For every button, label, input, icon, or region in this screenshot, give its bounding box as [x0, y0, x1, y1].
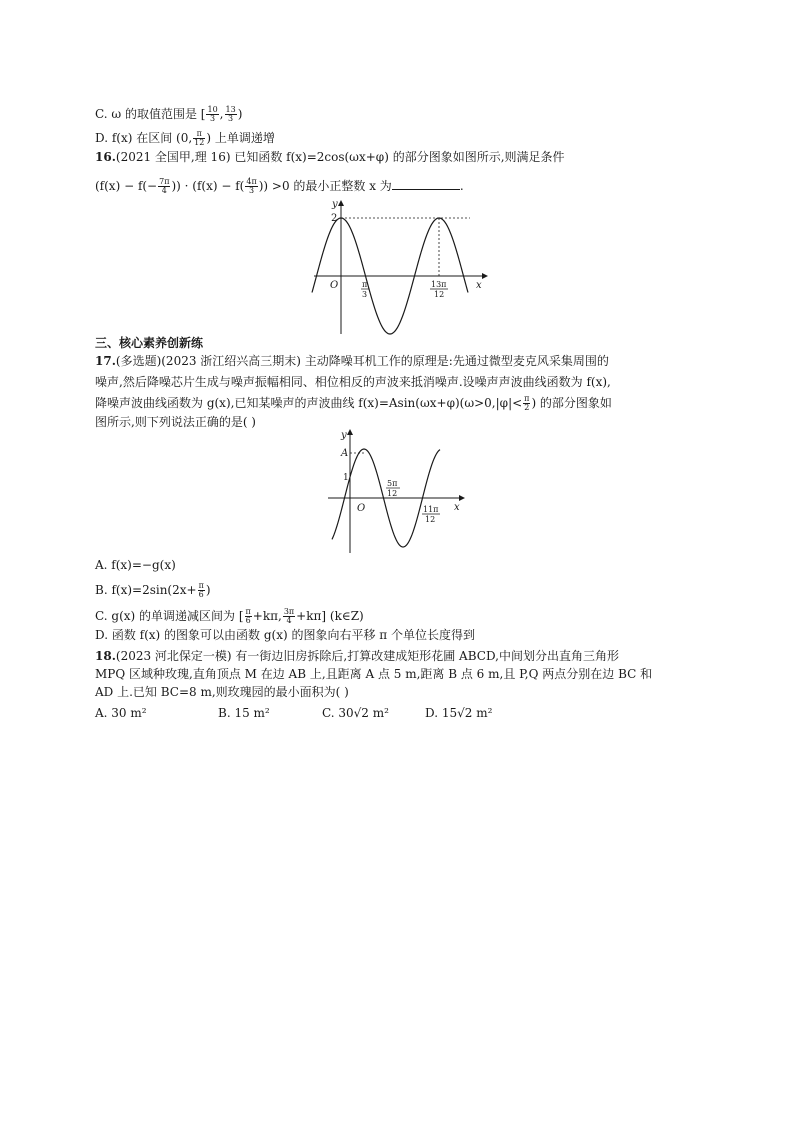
tick2-num: 11π — [423, 505, 439, 514]
q18-line3: AD 上.已知 BC=8 m,则玫瑰园的最小面积为( ) — [95, 685, 349, 699]
fraction: $\frac{13}{3}$ — [225, 105, 236, 123]
q18-option-a: A. 30 m² — [95, 706, 147, 720]
q18-option-d: D. 15√2 m² — [425, 706, 493, 720]
fraction: $\frac{\pi}{12}$ — [194, 129, 205, 147]
fraction: $\frac{4\pi}{3}$ — [246, 177, 257, 195]
q17-line4: 图所示,则下列说法正确的是( ) — [95, 415, 256, 429]
section-title: 三、核心素养创新练 — [95, 336, 204, 350]
q18-line1: 18.(2023 河北保定一模) 有一街边旧房拆除后,打算改建成矩形花圃 ABCD,中间划分出直角三角形 — [95, 649, 619, 663]
fraction: $\frac{\pi}{6}$ — [198, 581, 204, 599]
tick1-den: 12 — [387, 489, 398, 498]
y-axis-label: y — [341, 430, 347, 441]
q18-option-c: C. 30√2 m² — [322, 706, 389, 720]
q17-option-a: A. f(x)=−g(x) — [95, 558, 176, 572]
x-axis-label: x — [454, 502, 460, 513]
q16-cosine-graph — [310, 198, 490, 336]
fraction: $\frac{7\pi}{4}$ — [159, 177, 170, 195]
amp-label: A — [341, 448, 349, 459]
q17-line2: 噪声,然后降噪芯片生成与噪声振幅相同、相位相反的声波来抵消噪声.设噪声声波曲线函数为 f(x), — [95, 375, 611, 389]
q18-line2: MPQ 区域种玫瑰,直角顶点 M 在边 AB 上,且距离 A 点 5 m,距离 B 点 6 m,且 P,Q 两点分别在边 BC 和 — [95, 667, 653, 681]
q15-option-d: D. f(x) 在区间 (0, $\frac{\pi}{12}$ ) 上单调递增 — [95, 129, 275, 147]
x-axis-label: x — [476, 280, 482, 291]
q17-option-b: B. f(x)=2sin(2x+ $\frac{\pi}{6}$ ) — [95, 581, 211, 599]
y-axis-label: y — [332, 199, 338, 210]
q18-option-b: B. 15 m² — [218, 706, 270, 720]
tick1-num: 5π — [387, 479, 398, 488]
tick2-num: 13π — [431, 280, 447, 289]
fraction: $\frac{3\pi}{4}$ — [283, 607, 295, 625]
q16-condition: (f(x) − f(− $\frac{7\pi}{4}$ )) · (f(x) − f( $\frac{4\pi}{3}$ )) >0 的最小正整数 x 为 . — [95, 177, 464, 195]
q16-stem: 16.(2021 全国甲,理 16) 已知函数 f(x)=2cos(ωx+φ) 的部分图象如图所示,则满足条件 — [95, 150, 565, 164]
tick1-den: 3 — [362, 290, 368, 299]
fraction: $\frac{10}{3}$ — [207, 105, 218, 123]
q17-sine-graph — [322, 425, 470, 555]
q17-line1: 17.(多选题)(2023 浙江绍兴高三期末) 主动降噪耳机工作的原理是:先通过微型麦克风采集周围的 — [95, 354, 609, 368]
x-axis-arrow — [482, 273, 488, 279]
y-axis-arrow — [338, 200, 344, 206]
q17-option-d: D. 函数 f(x) 的图象可以由函数 g(x) 的图象向右平移 π 个单位长度得到 — [95, 628, 475, 642]
q17-option-c: C. g(x) 的单调递减区间为 [ $\frac{\pi}{6}$ +kπ, $\frac{3\pi}{4}$ +kπ] (k∈Z) — [95, 607, 364, 625]
fraction: $\frac{\pi}{2}$ — [524, 394, 530, 412]
tick1-num: π — [362, 280, 368, 289]
tick2-den: 12 — [434, 290, 445, 299]
one-label: 1 — [343, 473, 349, 483]
fraction: $\frac{\pi}{6}$ — [245, 607, 251, 625]
y-axis-arrow — [347, 429, 353, 435]
origin-label: O — [330, 280, 339, 291]
tick2-den: 12 — [425, 515, 436, 524]
peak-label: 2 — [331, 213, 338, 224]
answer-blank — [392, 177, 460, 190]
q15-option-c: C. ω 的取值范围是 [ $\frac{10}{3}$ , $\frac{13}{3}$ ) — [95, 105, 243, 123]
origin-label: O — [357, 503, 366, 514]
x-axis-arrow — [459, 495, 465, 501]
q17-line3: 降噪声波曲线函数为 g(x),已知某噪声的声波曲线 f(x)=Asin(ωx+φ)(ω>0,|φ|< $\frac{\pi}{2}$ ) 的部分图象如 — [95, 394, 612, 412]
